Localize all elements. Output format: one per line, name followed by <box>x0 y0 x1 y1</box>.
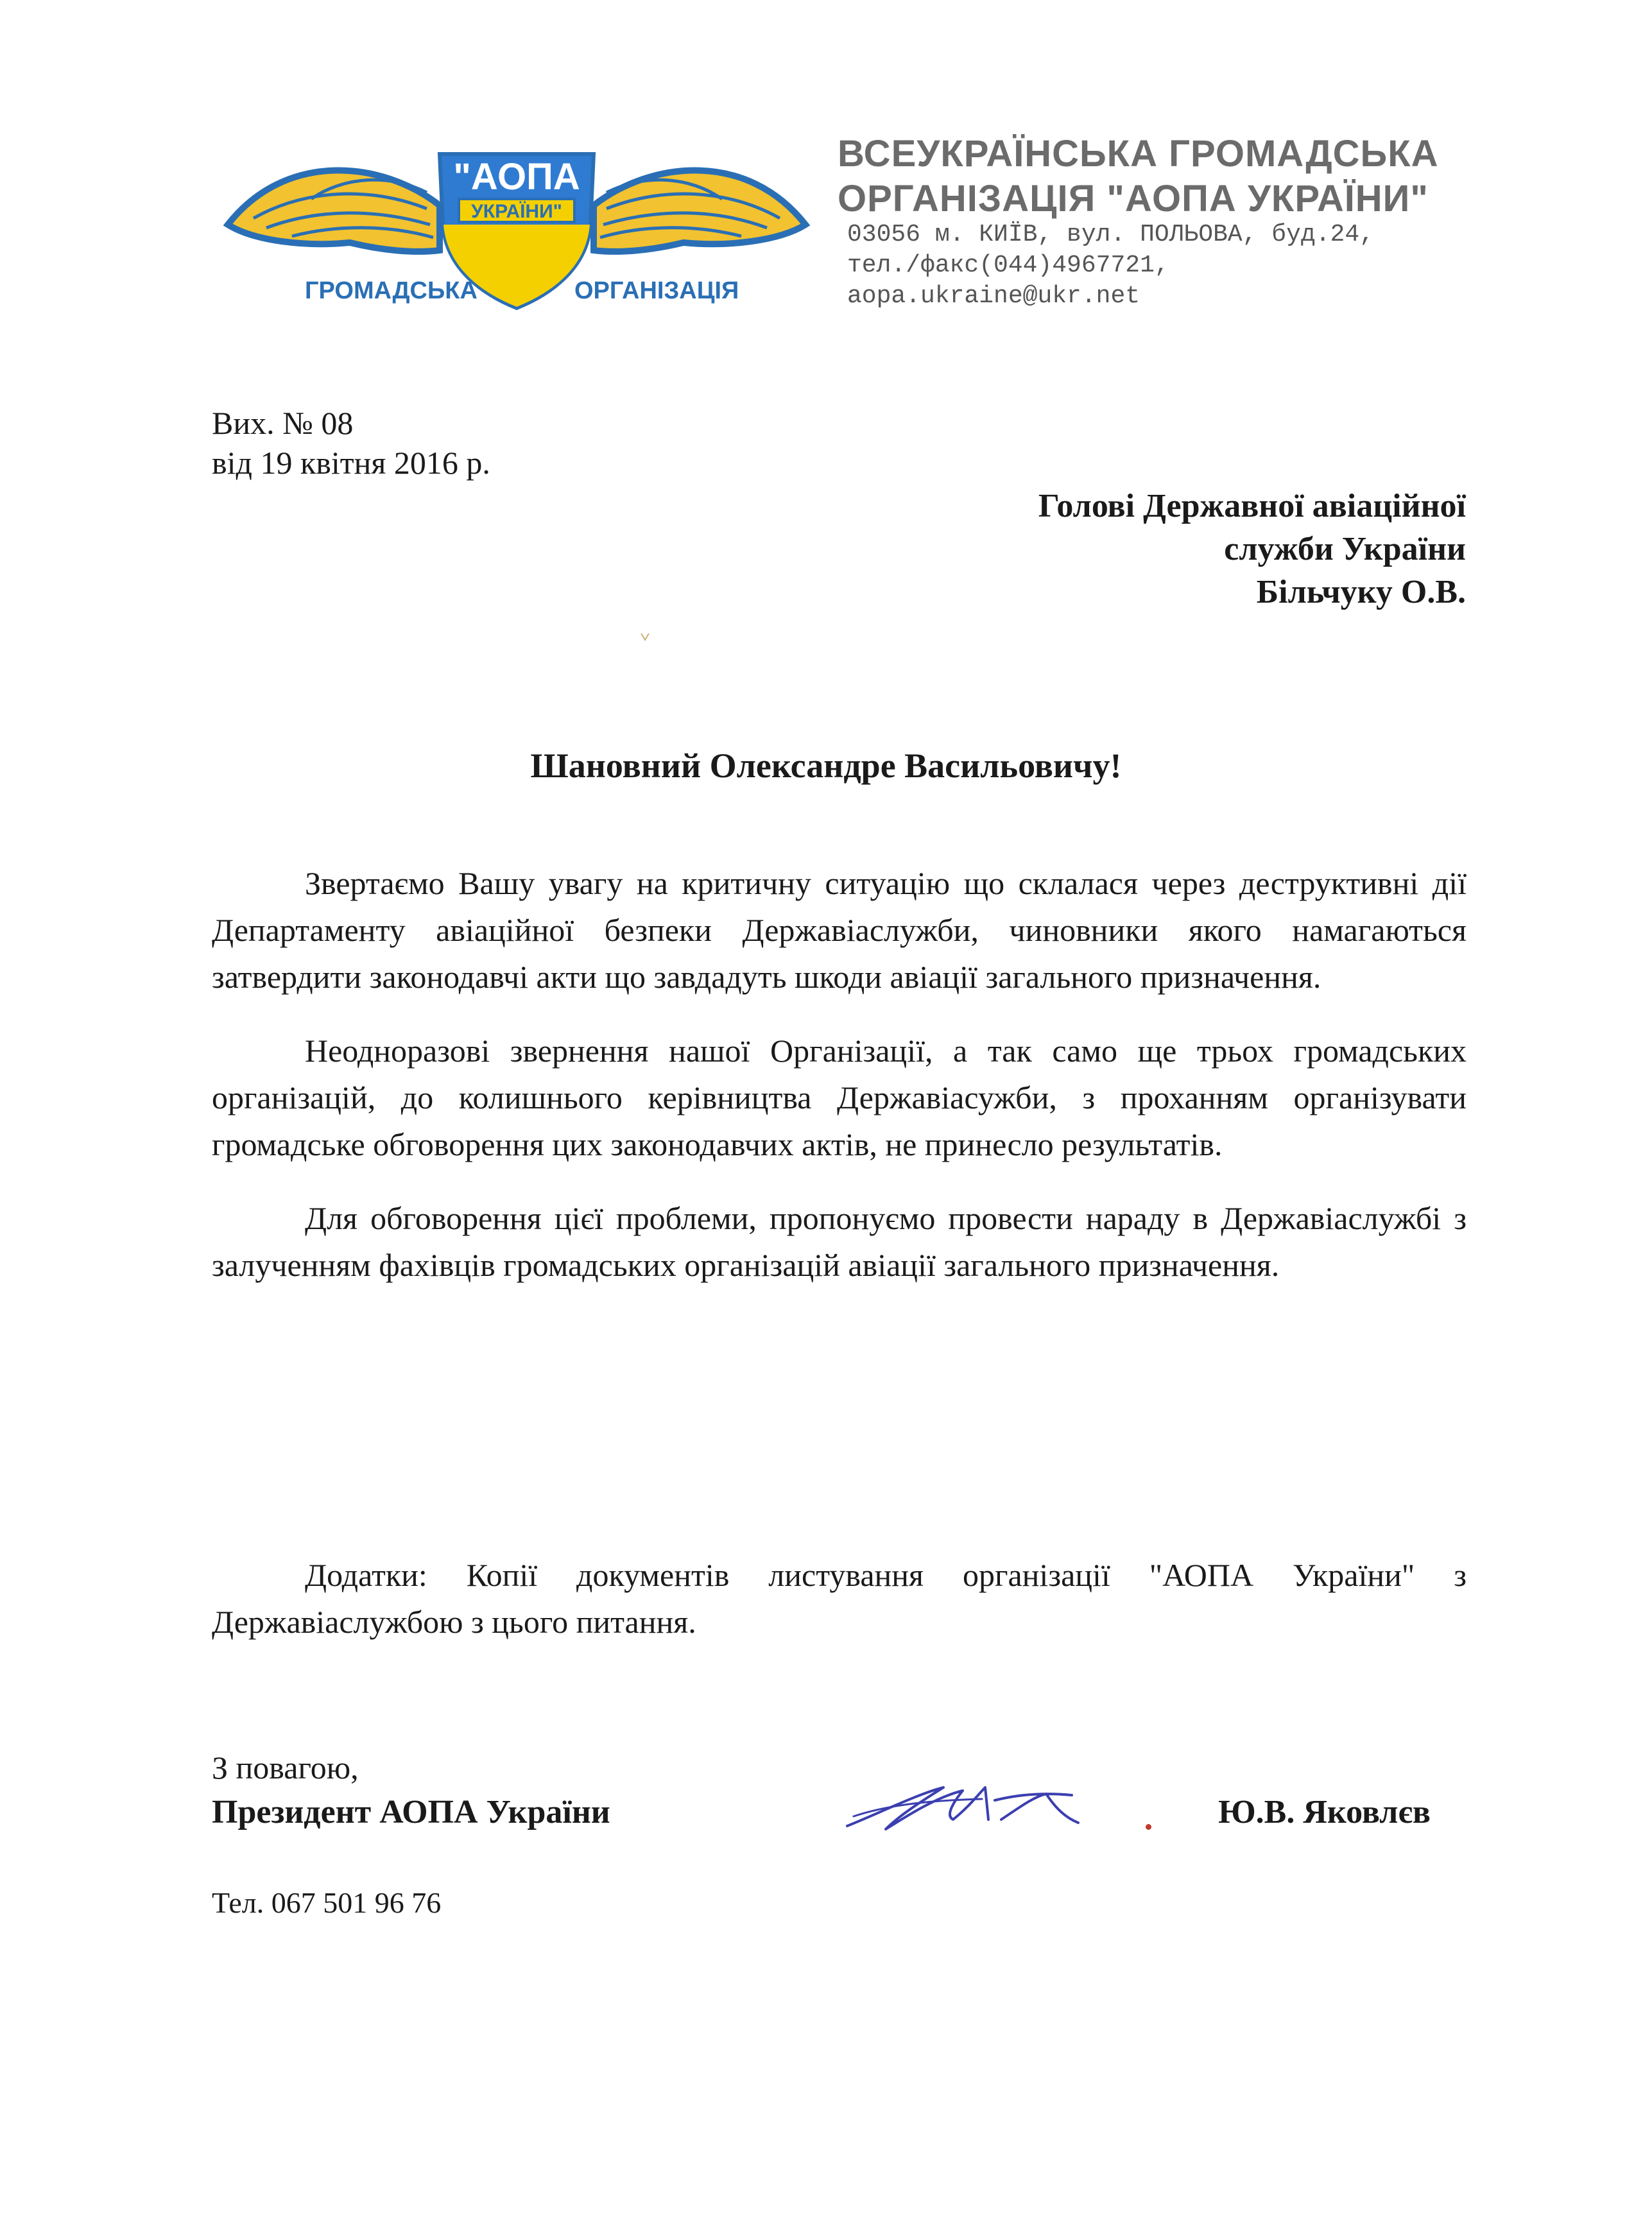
outgoing-number: Вих. № 08 <box>212 405 354 441</box>
signer-position: Президент АОПА України <box>212 1794 610 1830</box>
org-name-line2: ОРГАНІЗАЦІЯ "АОПА УКРАЇНИ" <box>838 178 1429 219</box>
org-phone-fax: тел./факс(044)4967721, <box>847 252 1169 279</box>
addressee-line3: Більчуку О.В. <box>1256 574 1466 610</box>
contact-phone: Тел. 067 501 96 76 <box>212 1886 442 1919</box>
aopa-wings-logo <box>215 128 818 321</box>
outgoing-date: від 19 квітня 2016 р. <box>212 445 490 481</box>
addressee-block <box>1038 485 1466 614</box>
signer-name: Ю.В. Яковлєв <box>1218 1794 1431 1830</box>
outgoing-reference <box>212 403 490 483</box>
org-name-line1: ВСЕУКРАЇНСЬКА ГРОМАДСЬКА <box>838 133 1439 175</box>
addressee-line2: служби України <box>1224 531 1466 567</box>
organization-contacts <box>847 219 1457 312</box>
logo-caption-left: ГРОМАДСЬКА <box>305 277 478 304</box>
closing-regards: З повагою, <box>212 1750 359 1786</box>
right-wing <box>594 171 805 252</box>
salutation: Шановний Олександре Васильовичу! <box>530 746 1122 785</box>
body-paragraph-2: Неодноразові звернення нашої Організації, а так само ще трьох громадських організацій, до колишнього керівництва Державіасужби, з проханням організувати громадське обговорення цих законодавчих актів, не принесло результатів. <box>212 1033 1467 1162</box>
handwritten-signature <box>841 1768 1085 1839</box>
logo-badge-line1: "АОПА <box>453 156 580 198</box>
logo-badge-line2: УКРАЇНИ" <box>471 201 562 222</box>
organization-name <box>838 132 1479 221</box>
letter-body <box>212 860 1467 1316</box>
body-paragraph-3: Для обговорення цієї проблеми, пропонуємо провести нараду в Державіаслужбі з залученням фахівців громадських організацій авіації загального призначення. <box>212 1200 1467 1283</box>
addressee-line1: Голові Державної авіаційної <box>1038 488 1466 524</box>
left-wing <box>228 171 440 252</box>
org-email: aopa.ukraine@ukr.net <box>847 282 1140 310</box>
attachments-paragraph: Додатки: Копії документів листування організації "АОПА України" з Державіаслужбою з цього питання. <box>212 1557 1467 1640</box>
logo-caption-right: ОРГАНІЗАЦІЯ <box>574 277 739 304</box>
ink-dot <box>1146 1824 1151 1830</box>
scan-speck <box>639 631 651 644</box>
body-paragraph-1: Звертаємо Вашу увагу на критичну ситуацію що склалася через деструктивні дії Департаменту авіаційної безпеки Державіаслужби, чиновники якого намагаються затвердити законодавчі акти що завдадуть шкоди авіації загального призначення. <box>212 865 1467 995</box>
org-address: 03056 м. КИЇВ, вул. ПОЛЬОВА, буд.24, <box>847 221 1374 248</box>
attachments-block <box>212 1552 1467 1673</box>
